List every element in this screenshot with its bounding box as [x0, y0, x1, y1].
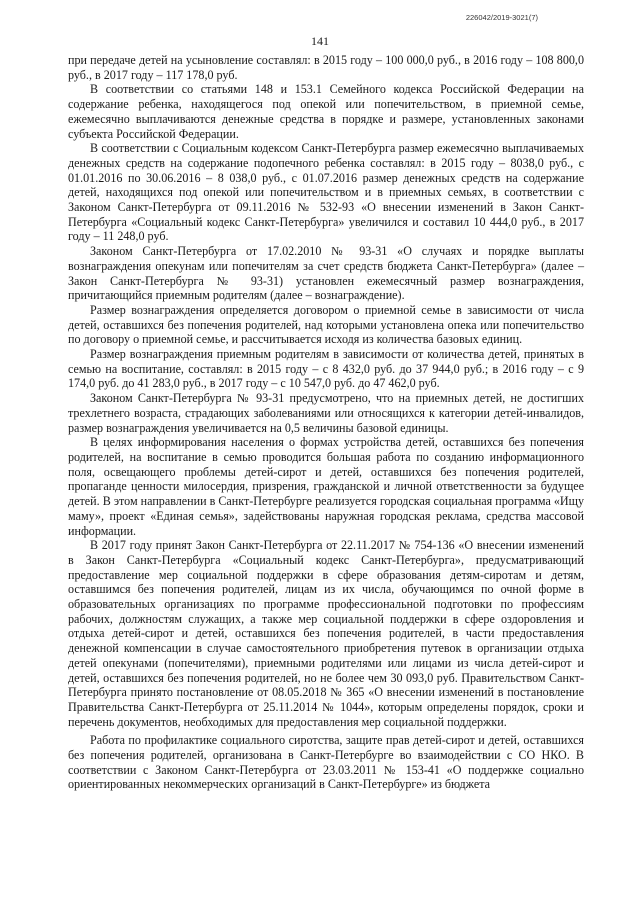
paragraph-3: В соответствии с Социальным кодексом Санкт-Петербурга размер ежемесячно выплачиваемых денежных средств на содержание подопечного ребенка составлял: в 2015 году – 8038,0 руб., с 01.01.2016 по 30.06.2016 – 8 038,0 руб., с 01.07.2016 размер денежных средств на содержание детей, находящихся под опекой или попечительством и в приемных семьях, в соответствии с Законом Санкт-Петербурга от 09.11.2016 № 532-93 «О внесении изменений в Закон Санкт-Петербурга «Социальный кодекс Санкт-Петербурга» увеличился и составил 10 444,0 руб., в 2017 году – 11 248,0 руб.	[68, 141, 584, 244]
paragraph-1: при передаче детей на усыновление составлял: в 2015 году – 100 000,0 руб., в 2016 году – 108 800,0 руб., в 2017 году – 117 178,0 руб.	[68, 53, 584, 82]
page-number: 141	[311, 34, 329, 48]
body-text	[68, 53, 584, 792]
document-number: 226042/2019-3021(7)	[465, 13, 538, 22]
paragraph-7: Законом Санкт-Петербурга № 93-31 предусмотрено, что на приемных детей, не достигших трехлетнего возраста, страдающих заболеваниями или относящихся к категории детей-инвалидов, размер вознаграждения увеличивается на 0,5 величины базовой единицы.	[68, 391, 584, 435]
paragraph-5: Размер вознаграждения определяется договором о приемной семье в зависимости от числа детей, оставшихся без попечения родителей, над которыми установлена опека или попечительство по договору о приемной семье, и рассчитывается исходя из количества базовых единиц.	[68, 302, 584, 347]
paragraph-4: Законом Санкт-Петербурга от 17.02.2010 № 93-31 «О случаях и порядке выплаты вознаграждения опекунам или попечителям за счет средств бюджета Санкт-Петербурга» (далее – Закон Санкт-Петербурга № 93-31) установлен ежемесячный размер вознаграждения, причитающийся приемным родителям (далее – вознаграждение).	[68, 244, 584, 303]
paragraph-8: В целях информирования населения о формах устройства детей, оставшихся без попечения родителей, на воспитание в семью проводится большая работа по созданию информационного поля, освещающего проблемы детей-сирот и детей, оставшихся без попечения родителей, пропаганде ценности милосердия, призрения, гражданской и личной ответственности за будущее детей. В этом направлении в Санкт-Петербурге реализуется городская социальная программа «Ищу маму», проект «Единая семья», задействованы наружная городская реклама, средства массовой информации.	[68, 435, 584, 538]
paragraph-6: Размер вознаграждения приемным родителям в зависимости от количества детей, принятых в семью на воспитание, составлял: в 2015 году – с 8 432,0 руб. до 37 944,0 руб.; в 2016 году – с 9 174,0 руб. до 41 283,0 руб., в 2017 году – с 10 547,0 руб. до 47 462,0 руб.	[68, 347, 584, 391]
paragraph-10: Работа по профилактике социального сиротства, защите прав детей-сирот и детей, оставшихся без попечения родителей, организована в Санкт-Петербурге во взаимодействии с СО НКО. В соответствии с Законом Санкт-Петербурга от 23.03.2011 № 153-41 «О поддержке социально ориентированных некоммерческих организаций в Санкт-Петербурге» из бюджета	[68, 733, 584, 792]
paragraph-2: В соответствии со статьями 148 и 153.1 Семейного кодекса Российской Федерации на содержание ребенка, находящегося под опекой или попечительством, в приемной семье, ежемесячно выплачиваются денежные средства в порядке и размере, установленных законами субъекта Российской Федерации.	[68, 82, 584, 141]
paragraph-9: В 2017 году принят Закон Санкт-Петербурга от 22.11.2017 № 754-136 «О внесении изменений в Закон Санкт-Петербурга «Социальный кодекс Санкт-Петербурга», предусматривающий предоставление мер социальной поддержки в сфере образования детям-сиротам и детям, оставшимся без попечения родителей, лицам из их числа, обучающимся по очной форме в образовательных организациях по программе профессиональной подготовки по профессиям рабочих, должностям служащих, а также мер социальной поддержки в сфере оздоровления и отдыха детей-сирот и детей, оставшихся без попечения родителей, в части предоставления денежной компенсации в случае самостоятельного приобретения путевок в организации отдыха детей опекунами (попечителями), приемными родителями или лицами из числа детей-сирот и детей, оставшихся без попечения родителей, но не более чем 30 093,0 руб. Правительством Санкт-Петербурга принято постановление от 08.05.2018 № 365 «О внесении изменений в постановление Правительства Санкт-Петербурга от 25.11.2014 № 1044», которым определены порядок, сроки и перечень документов, необходимых для предоставления мер социальной поддержки.	[68, 538, 584, 729]
